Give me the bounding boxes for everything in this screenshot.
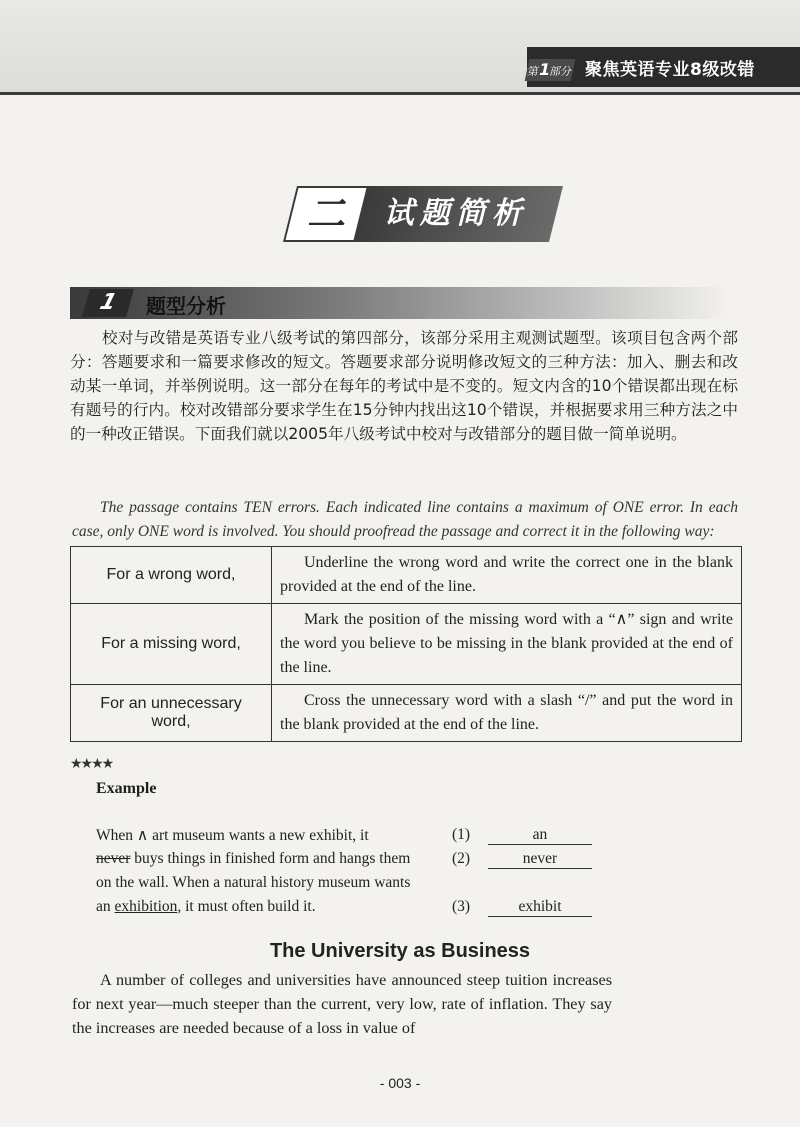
rule-case: For a wrong word, [71, 547, 272, 604]
line-number: (3) [452, 898, 471, 915]
rule-text: Cross the unnecessary word with a slash “/” and put the word in the blank provided at the end of the line. [272, 685, 742, 742]
example-text: When ∧ art museum wants a new exhibit, it [96, 827, 369, 844]
subsection-number: 1 [82, 289, 134, 317]
header-divider [0, 92, 800, 95]
book-header [527, 47, 800, 87]
example-text: an [96, 898, 115, 915]
rule-case: For an unnecessary word, [71, 685, 272, 742]
example-line [96, 826, 369, 845]
example-line [96, 874, 410, 892]
answer-blank: never [488, 850, 592, 869]
part-badge [525, 59, 576, 81]
answer-blank: exhibit [488, 898, 592, 917]
section-title: 试题简析 [353, 186, 563, 242]
rule-case: For a missing word, [71, 604, 272, 685]
page-number: - 003 - [379, 1075, 421, 1091]
underlined-word: exhibition [114, 898, 178, 915]
table-row [71, 604, 742, 685]
table-row [71, 547, 742, 604]
rule-text: Mark the position of the missing word with a “∧” sign and write the word you believe to be missing in the blank provided at the end of the line. [272, 604, 742, 685]
subsection-bar [70, 287, 730, 319]
example-text: , it must often build it. [177, 898, 316, 915]
part-number: 1 [537, 60, 553, 79]
section-banner [290, 186, 560, 242]
part-suffix: 部分 [548, 65, 574, 78]
rules-table [70, 546, 742, 742]
passage-text: A number of colleges and universities have announced steep tuition increases for next year—much steeper than the current, very low, rate of inflation. They say the increases are needed because of a loss in value of [72, 971, 612, 1037]
subsection-title: 题型分析 [146, 294, 226, 318]
example-label: Example [96, 780, 157, 797]
line-number: (1) [452, 826, 471, 843]
instruction-paragraph: The passage contains TEN errors. Each indicated line contains a maximum of ONE error. In each case, only ONE word is involved. You should proofread the passage and correct it in the following way: [72, 499, 738, 540]
example-text: on the wall. When a natural history museum wants [96, 874, 411, 891]
part-prefix: 第 [526, 65, 540, 78]
example-text: buys things in finished form and hangs them [130, 850, 411, 867]
passage-title: The University as Business [269, 940, 531, 962]
line-number: (2) [452, 850, 471, 867]
intro-paragraph: 校对与改错是英语专业八级考试的第四部分，该部分采用主观测试题型。该项目包含两个部分：答题要求和一篇要求修改的短文。答题要求部分说明修改短文的三种方法：加入、删去和改动某一单词，并举例说明。这一部分在每年的考试中是不变的。短文内含的10个错误都出现在标有题号的行内。校对改错部分要求学生在15分钟内找出这10个错误，并根据要求用三种方法之中的一种改正错误。下面我们就以2005年八级考试中校对与改错部分的题目做一简单说明。 [70, 329, 738, 443]
example-line [96, 850, 410, 868]
answer-blank: an [488, 826, 592, 845]
table-row [71, 685, 742, 742]
section-number: 二 [283, 186, 375, 242]
example-heading [70, 758, 210, 818]
example-line [96, 898, 316, 916]
rule-text: Underline the wrong word and write the correct one in the blank provided at the end of the line. [272, 547, 742, 604]
struck-word: never [96, 850, 131, 867]
stars-icon: ★★★★ [70, 757, 113, 772]
book-title: 聚焦英语专业8级改错 [585, 60, 755, 80]
